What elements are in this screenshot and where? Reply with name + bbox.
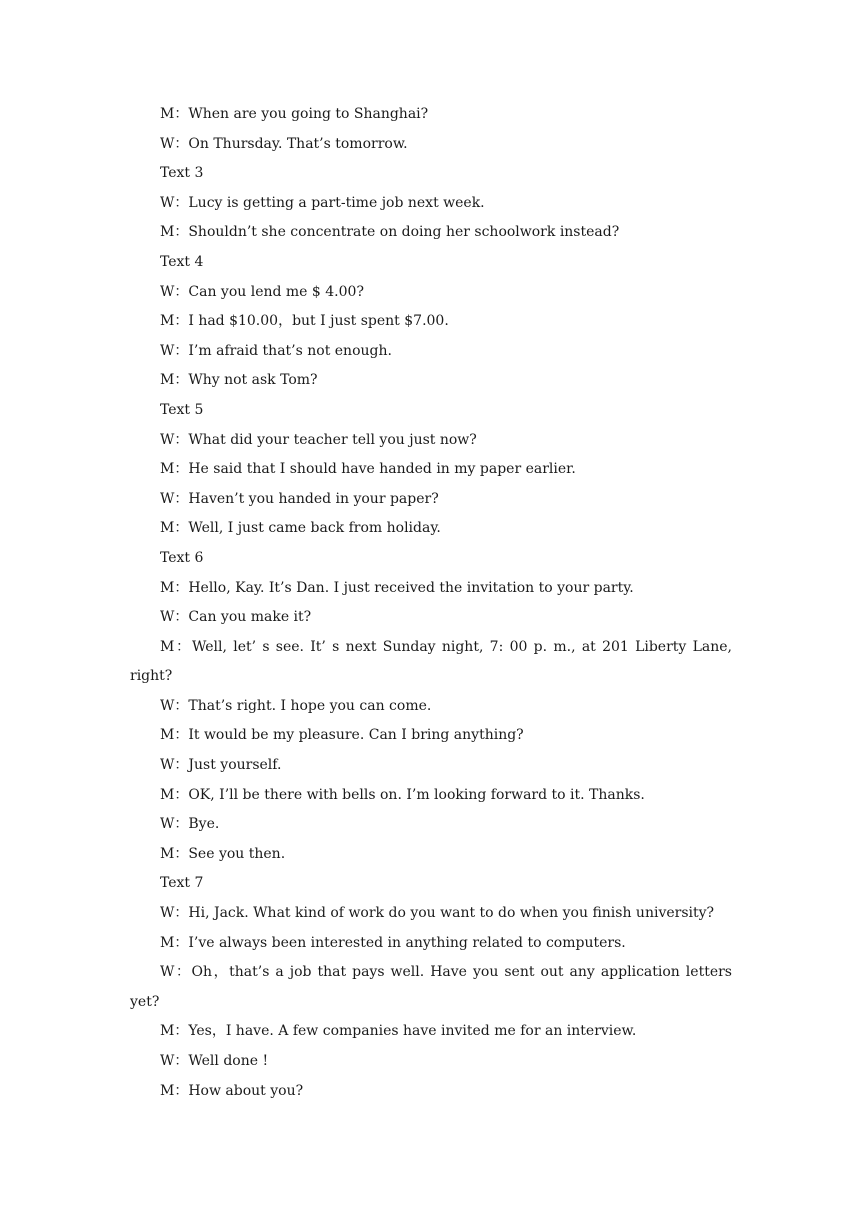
dialogue-line: W：I’m afraid that’s not enough. xyxy=(160,342,392,359)
dialogue-line: M：OK, I’ll be there with bells on. I’m looking forward to it. Thanks. xyxy=(160,786,645,803)
dialogue-line: W：Can you make it? xyxy=(160,609,312,626)
dialogue-line: W：Lucy is getting a part-time job next week. xyxy=(160,194,485,211)
dialogue-line: M：Why not ask Tom? xyxy=(160,372,318,389)
dialogue-line: M：See you then. xyxy=(160,845,286,862)
dialogue-line: W：Can you lend me $ 4.00? xyxy=(160,283,364,300)
section-heading-text-5: Text 5 xyxy=(160,401,204,418)
section-heading-text-7: Text 7 xyxy=(160,875,204,892)
dialogue-line: W：Oh，that’s a job that pays well. Have you sent out any application letters yet? xyxy=(130,964,732,1010)
dialogue-line: M：Shouldn’t she concentrate on doing her schoolwork instead? xyxy=(160,224,620,241)
dialogue-line: M：Well, I just came back from holiday. xyxy=(160,520,441,537)
dialogue-line: M：I’ve always been interested in anything related to computers. xyxy=(160,934,626,951)
dialogue-line: M：How about you? xyxy=(160,1082,304,1099)
dialogue-line: W：Hi, Jack. What kind of work do you want to do when you finish university? xyxy=(160,905,715,922)
section-heading-text-6: Text 6 xyxy=(160,549,204,566)
dialogue-line: M：It would be my pleasure. Can I bring anything? xyxy=(160,727,524,744)
dialogue-line: M：Yes，I have. A few companies have invited me for an interview. xyxy=(160,1023,637,1040)
dialogue-line: W：Haven’t you handed in your paper? xyxy=(160,490,439,507)
dialogue-line: W：Well done ! xyxy=(160,1053,269,1069)
dialogue-line: W：That’s right. I hope you can come. xyxy=(160,697,432,714)
dialogue-line: W：What did your teacher tell you just now? xyxy=(160,431,477,448)
section-heading-text-4: Text 4 xyxy=(160,253,204,270)
dialogue-line: W：Just yourself. xyxy=(160,757,282,774)
dialogue-line: W：On Thursday. That’s tomorrow. xyxy=(160,135,408,152)
transcript-body xyxy=(130,100,732,1106)
dialogue-line: M：When are you going to Shanghai? xyxy=(160,106,429,122)
section-heading-text-3: Text 3 xyxy=(160,165,204,182)
dialogue-line: M：I had $10.00，but I just spent $7.00. xyxy=(160,313,449,330)
dialogue-line: M：He said that I should have handed in my paper earlier. xyxy=(160,461,576,478)
dialogue-line: W：Bye. xyxy=(160,816,220,833)
dialogue-line: M：Well, let’ s see. It’ s next Sunday night, 7: 00 p. m., at 201 Liberty Lane, right? xyxy=(130,638,732,685)
dialogue-line: M：Hello, Kay. It’s Dan. I just received the invitation to your party. xyxy=(160,579,634,596)
